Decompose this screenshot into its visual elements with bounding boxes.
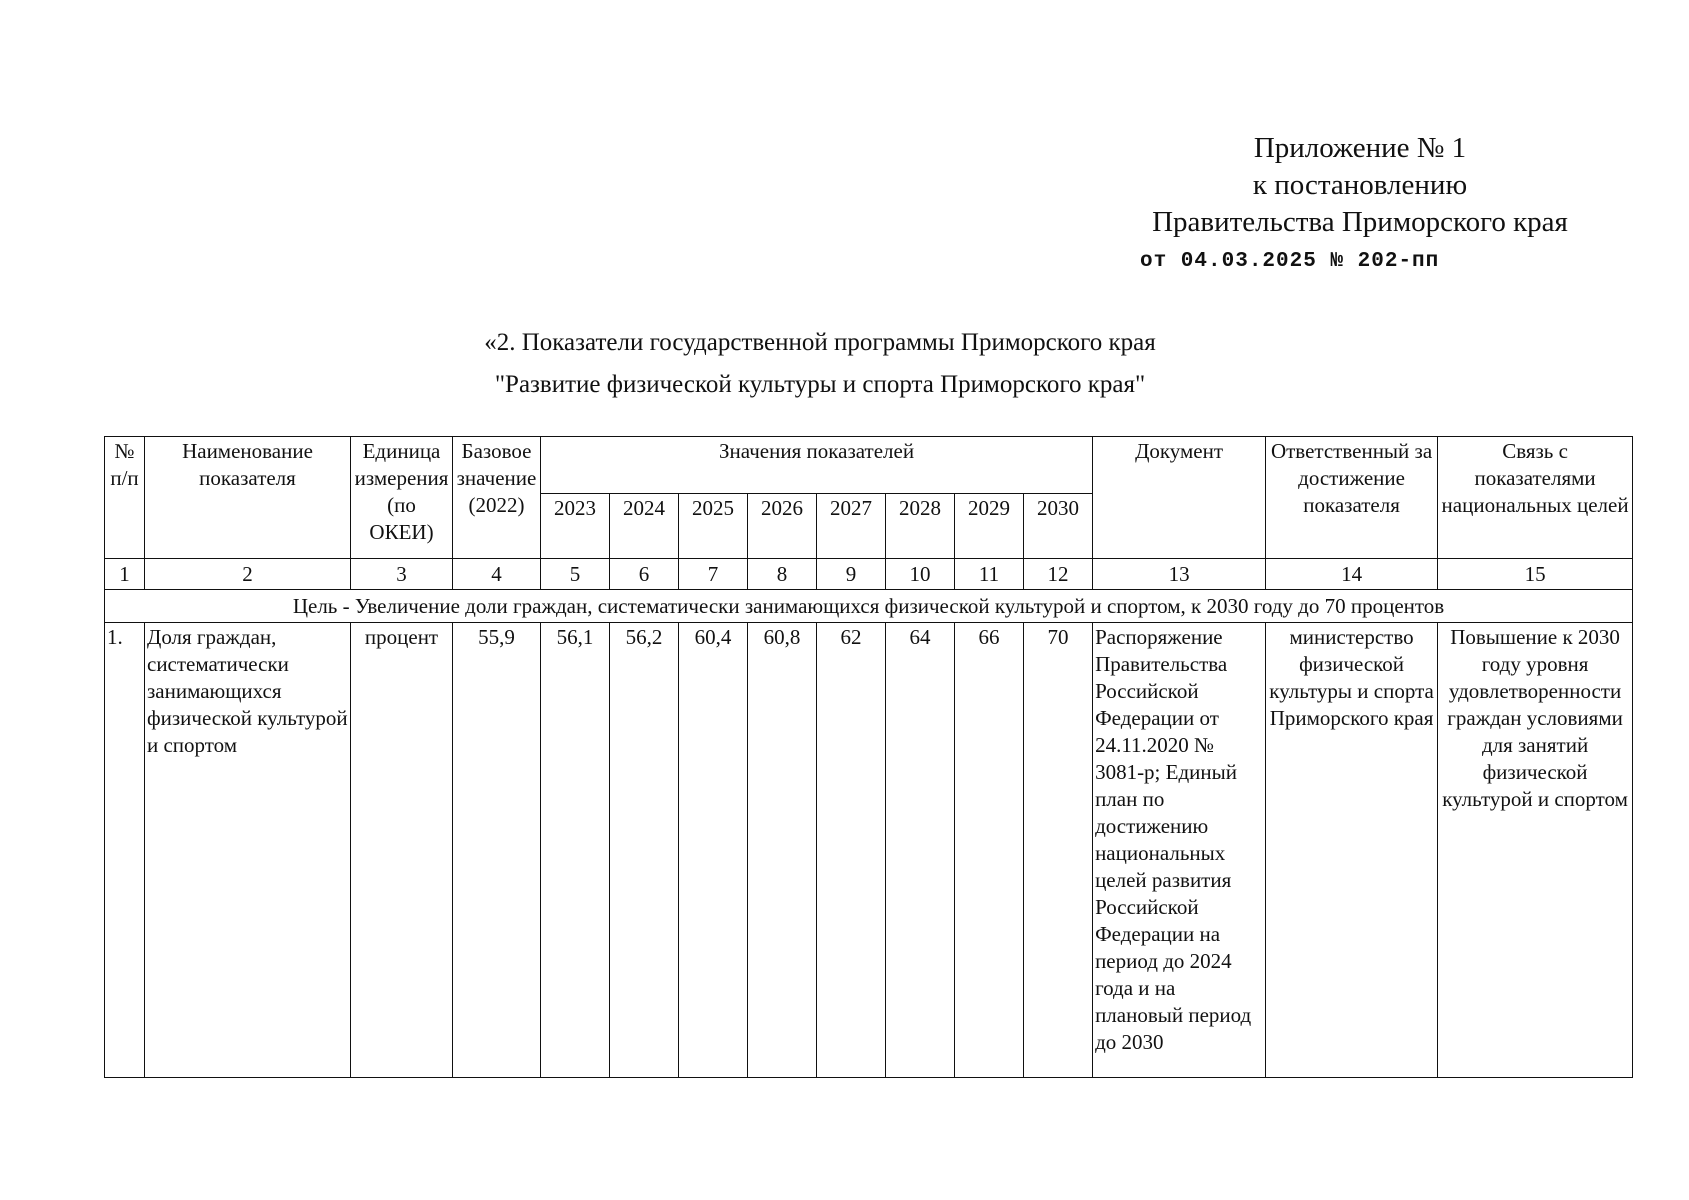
column-number: 12 xyxy=(1024,559,1093,590)
row-value: 66 xyxy=(955,623,1024,1078)
row-num: 1. xyxy=(105,623,145,1078)
column-number: 9 xyxy=(817,559,886,590)
header-year: 2026 xyxy=(748,494,817,559)
header-unit: Единица измерения (по ОКЕИ) xyxy=(351,437,453,559)
row-base: 55,9 xyxy=(453,623,541,1078)
row-resp: министерство физической культуры и спорта Приморского края xyxy=(1266,623,1438,1078)
appendix-line-1: Приложение № 1 xyxy=(1253,132,1467,164)
table-row xyxy=(105,623,1633,1078)
header-year: 2025 xyxy=(679,494,748,559)
header-values: Значения показателей xyxy=(541,437,1093,494)
appendix-line-2: к постановлению xyxy=(1252,169,1468,201)
row-name: Доля граждан, систематически занимающихся физической культурой и спортом xyxy=(145,623,351,1078)
column-number: 5 xyxy=(541,559,610,590)
appendix-line-3: Правительства Приморского края xyxy=(1152,206,1568,238)
header-year: 2029 xyxy=(955,494,1024,559)
row-value: 64 xyxy=(886,623,955,1078)
column-number: 15 xyxy=(1438,559,1633,590)
goal-text: Цель - Увеличение доли граждан, систематически занимающихся физической культурой и спортом, к 2030 году до 70 процентов xyxy=(105,590,1633,623)
header-link: Связь с показателями национальных целей xyxy=(1438,437,1633,559)
header-row-1 xyxy=(105,437,1633,494)
header-resp: Ответственный за достижение показателя xyxy=(1266,437,1438,559)
column-number: 10 xyxy=(886,559,955,590)
row-doc: Распоряжение Правительства Российской Федерации от 24.11.2020 № 3081-р; Единый план по достижению национальных целей развития Российской Федерации на период до 2024 года и на плановый период до 2030 xyxy=(1093,623,1266,1078)
row-value: 56,1 xyxy=(541,623,610,1078)
row-value: 62 xyxy=(817,623,886,1078)
title-line-1: «2. Показатели государственной программы Приморского края xyxy=(484,329,1156,356)
header-name: Наименование показателя xyxy=(145,437,351,559)
decree-stamp: от 04.03.2025 № 202-пп xyxy=(1140,250,1440,273)
header-year: 2030 xyxy=(1024,494,1093,559)
column-number: 7 xyxy=(679,559,748,590)
row-value: 60,4 xyxy=(679,623,748,1078)
column-number: 11 xyxy=(955,559,1024,590)
column-number: 2 xyxy=(145,559,351,590)
column-number: 1 xyxy=(105,559,145,590)
row-value: 70 xyxy=(1024,623,1093,1078)
header-doc: Документ xyxy=(1093,437,1266,559)
document-title xyxy=(160,322,1480,406)
column-number: 3 xyxy=(351,559,453,590)
column-number: 4 xyxy=(453,559,541,590)
column-number: 8 xyxy=(748,559,817,590)
column-number: 14 xyxy=(1266,559,1438,590)
row-value: 56,2 xyxy=(610,623,679,1078)
column-number: 13 xyxy=(1093,559,1266,590)
header-year: 2028 xyxy=(886,494,955,559)
header-num: № п/п xyxy=(105,437,145,559)
header-year: 2023 xyxy=(541,494,610,559)
indicators-table xyxy=(104,436,1633,1078)
header-year: 2024 xyxy=(610,494,679,559)
header-base: Базовое значение (2022) xyxy=(453,437,541,559)
header-year: 2027 xyxy=(817,494,886,559)
title-line-2: "Развитие физической культуры и спорта Приморского края" xyxy=(494,371,1146,398)
appendix-block xyxy=(1100,130,1620,241)
column-number: 6 xyxy=(610,559,679,590)
row-unit: процент xyxy=(351,623,453,1078)
column-number-row xyxy=(105,559,1633,590)
row-link: Повышение к 2030 году уровня удовлетворенности граждан условиями для занятий физической культурой и спортом xyxy=(1438,623,1633,1078)
row-value: 60,8 xyxy=(748,623,817,1078)
goal-row xyxy=(105,590,1633,623)
